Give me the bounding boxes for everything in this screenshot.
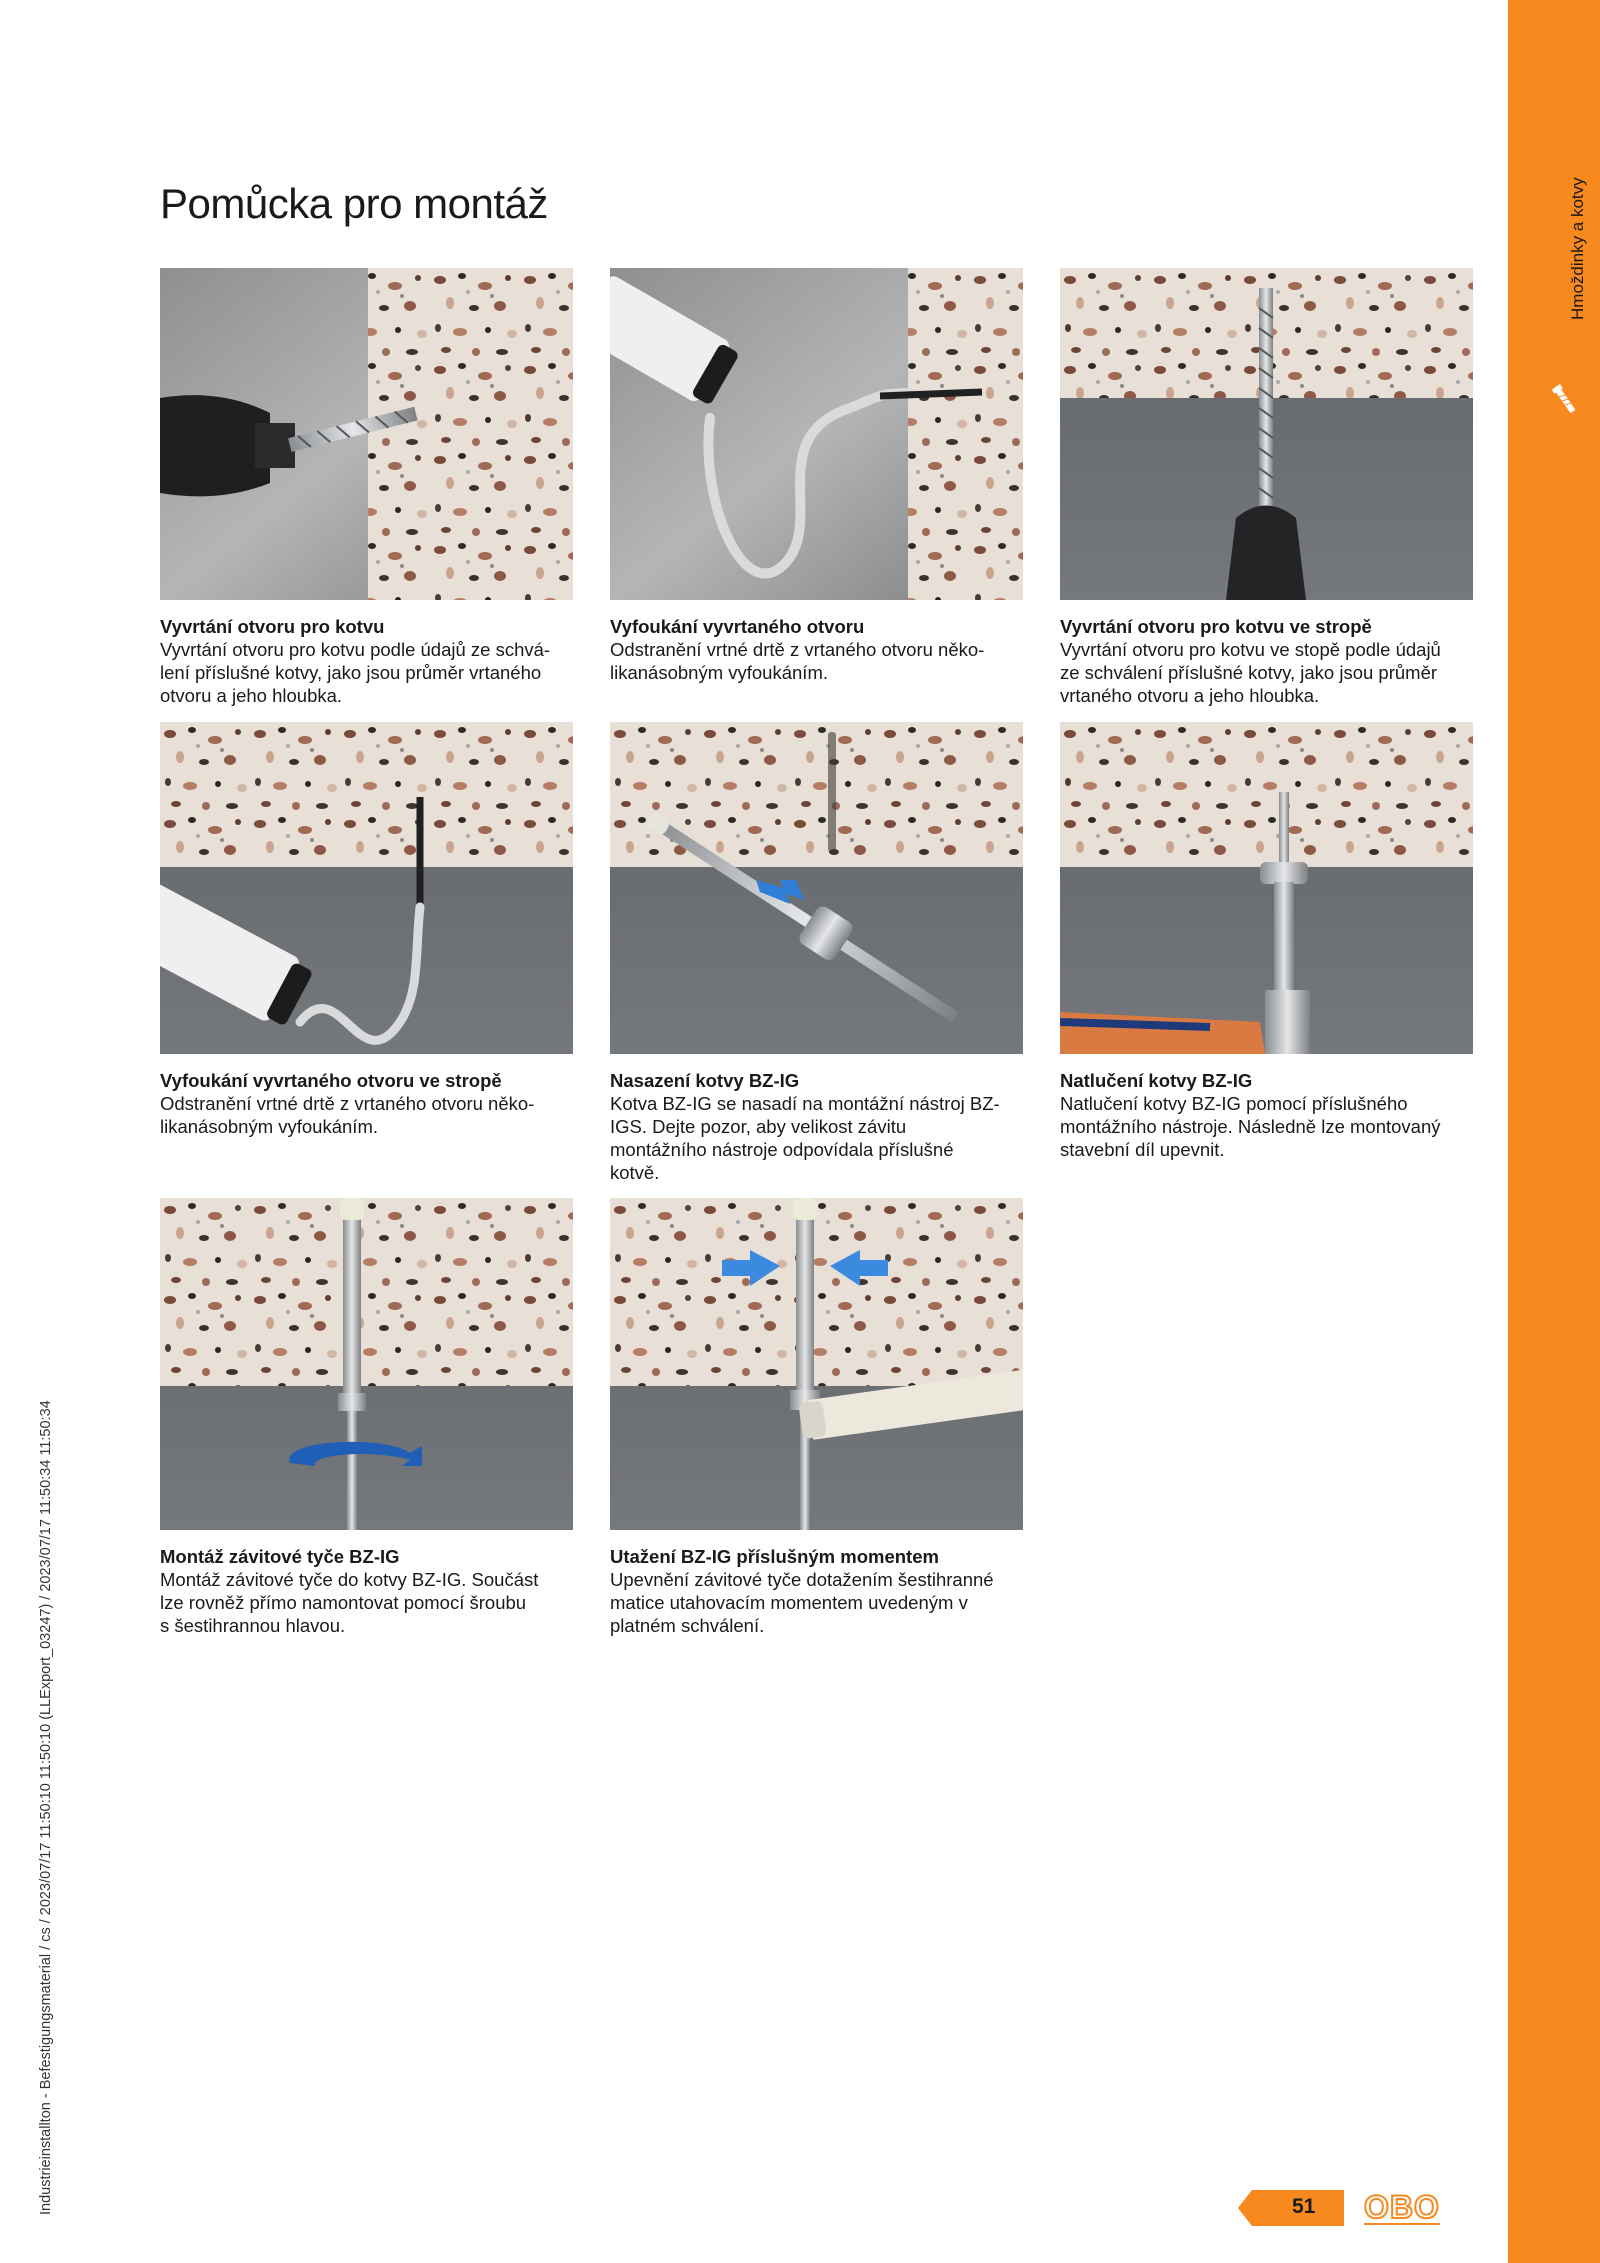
photo-hammering-anchor <box>1060 722 1473 1054</box>
photo-mounting-anchor <box>610 722 1023 1054</box>
step-title: Vyfoukání vyvrtaného otvoru <box>610 616 865 637</box>
step-description: Odstranění vrtné drtě z vrtaného otvoru něko- likanásobným vyfoukáním. <box>610 639 985 683</box>
step-description: Vyvrtání otvoru pro kotvu ve stopě podle údajů ze schválení příslušné kotvy, jako jsou průměr vrtaného otvoru a jeho hloubka. <box>1060 639 1441 706</box>
step-drill-hole-ceiling <box>1060 268 1473 707</box>
step-title: Utažení BZ-IG příslušným momentem <box>610 1546 939 1567</box>
step-mount-threaded-rod <box>160 1198 573 1637</box>
photo-mounting-rod <box>160 1198 573 1530</box>
step-mount-anchor <box>610 722 1023 1184</box>
step-tighten-torque <box>610 1198 1023 1637</box>
page-number: 51 <box>1292 2195 1316 2218</box>
page-title: Pomůcka pro montáž <box>160 180 548 227</box>
page-number-tab <box>1238 2190 1344 2226</box>
step-description: Natlučení kotvy BZ-IG pomocí příslušného montážního nástroje. Následně lze montovaný stavební díl upevnit. <box>1060 1093 1441 1160</box>
photo-tightening <box>610 1198 1023 1530</box>
step-description: Odstranění vrtné drtě z vrtaného otvoru něko- likanásobným vyfoukáním. <box>160 1093 535 1137</box>
step-blow-out-hole <box>610 268 1023 684</box>
photo-drilling-ceiling <box>1060 268 1473 600</box>
photo-blowing-wall <box>610 268 1023 600</box>
step-description: Kotva BZ-IG se nasadí na montážní nástroj BZ- IGS. Dejte pozor, aby velikost závitu montážního nástroje odpovídala příslušné kotvě. <box>610 1093 1000 1183</box>
step-title: Vyfoukání vyvrtaného otvoru ve stropě <box>160 1070 502 1091</box>
step-title: Natlučení kotvy BZ-IG <box>1060 1070 1253 1091</box>
step-description: Montáž závitové tyče do kotvy BZ-IG. Součást lze rovněž přímo namontovat pomocí šroubu s šestihrannou hlavou. <box>160 1569 539 1636</box>
step-title: Montáž závitové tyče BZ-IG <box>160 1546 400 1567</box>
step-description: Upevnění závitové tyče dotažením šestihranné matice utahovacím momentem uvedeným v platném schválení. <box>610 1569 994 1636</box>
photo-blowing-ceiling <box>160 722 573 1054</box>
svg-text:OBO: OBO <box>1364 2190 1440 2225</box>
step-blow-out-hole-ceiling <box>160 722 573 1138</box>
step-title: Vyvrtání otvoru pro kotvu <box>160 616 385 637</box>
orange-sidebar <box>1508 0 1600 2263</box>
step-hammer-anchor <box>1060 722 1473 1161</box>
step-title: Vyvrtání otvoru pro kotvu ve stropě <box>1060 616 1372 637</box>
sidebar-section-label: Hmoždinky a kotvy <box>1568 177 1587 320</box>
anchor-bolt-icon <box>1552 380 1578 420</box>
step-drill-hole <box>160 268 573 707</box>
photo-drilling-wall <box>160 268 573 600</box>
obo-logo <box>1362 2190 1442 2226</box>
print-imprint: Industrieinstallton - Befestigungsmaterial / cs / 2023/07/17 11:50:10 11:50:10 (LLExport_03247) / 2023/07/17 11:50:34 11:50:34 <box>38 1400 54 2215</box>
step-title: Nasazení kotvy BZ-IG <box>610 1070 800 1091</box>
step-description: Vyvrtání otvoru pro kotvu podle údajů ze schvá- lení příslušné kotvy, jako jsou průměr vrtaného otvoru a jeho hloubka. <box>160 639 551 706</box>
